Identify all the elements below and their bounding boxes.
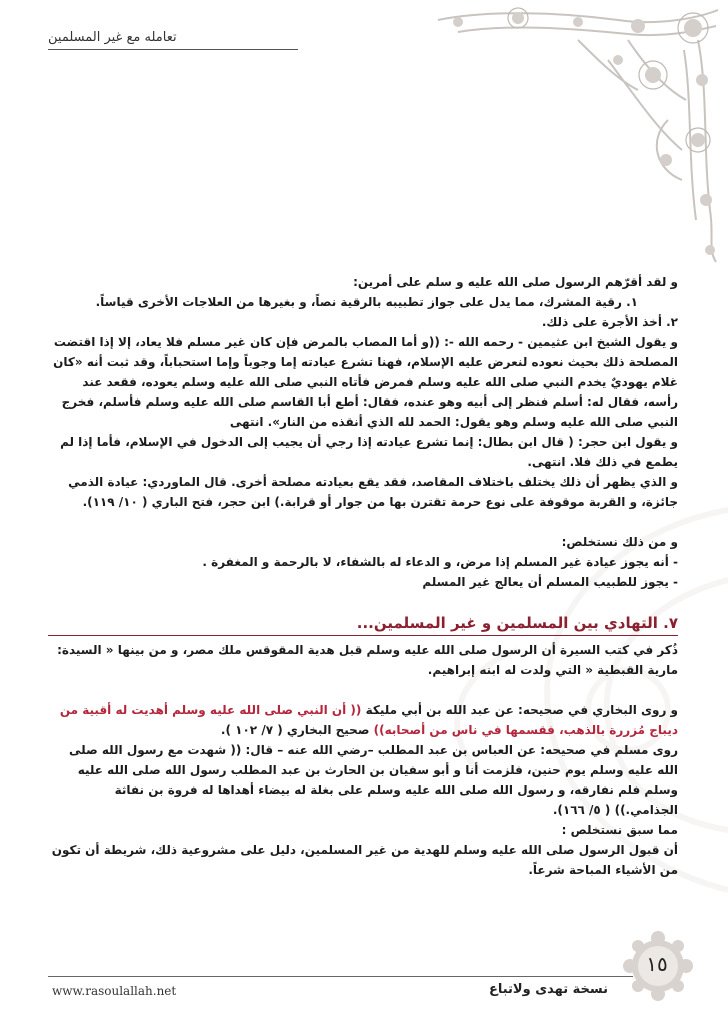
list-item: ٢. أخذ الأجرة على ذلك.: [541, 315, 678, 329]
paragraph: ذُكر في كتب السيرة أن الرسول صلى الله عليه وسلم قبل هدية المقوقس ملك مصر، و من بينها « السيدة: مارية القبطية « التي ولدت له ابنه إبراهيم.: [57, 643, 678, 677]
list-item: - أنه يجوز عيادة غير المسلم إذا مرض، و الدعاء له بالشفاء، لا بالرحمة و المغفرة .: [202, 555, 678, 569]
hadith-source: صحيح البخاري ( ٧/ ١٠٢ ).: [220, 723, 374, 737]
page-number: ١٥: [646, 952, 668, 976]
section-title: ٧. التهادي بين المسلمين و غير المسلمين...: [356, 614, 678, 632]
paragraph: روى مسلم في صحيحه: عن العباس بن عبد المطلب –رضي الله عنه – قال: (( شهدت مع رسول الله صلى الله عليه وسلم يوم حنين، فلزمت أنا و أبو سفيان بن الحارث بن عبد المطلب رسول الله صلى الله عليه وسلم فلم نفارقه، و رسول الله صلى الله عليه وسلم على بغلة له بيضاء أهداها له فروة بن نفاثة الجذامي.)) ( ٥/ ١٦٦).: [69, 743, 678, 817]
running-title: تعامله مع غير المسلمين: [48, 30, 177, 45]
header-rule: [48, 49, 298, 50]
paragraph: و من ذلك نستخلص:: [561, 535, 678, 549]
list-item: ١. رقية المشرك، مما يدل على جواز تطبيبه بالرقية نصاً، و بغيرها من العلاجات الأخرى قياساً.: [95, 295, 638, 309]
section-title-rule: [48, 635, 678, 636]
footer-rule: [48, 976, 633, 977]
paragraph: أن قبول الرسول صلى الله عليه وسلم للهدية من غير المسلمين، دليل على مشروعية ذلك، شريطة أن تكون من الأشياء المباحة شرعاً.: [51, 843, 678, 877]
hadith-intro: و روى البخاري في صحيحه: عن عبد الله بن أبي مليكة: [361, 703, 678, 717]
paragraph: [48, 700, 678, 740]
footer-url: www.rasoulallah.net: [52, 984, 177, 998]
corner-ornament-icon: [398, 0, 728, 265]
list-item: - يجوز للطبيب المسلم أن يعالج غير المسلم: [422, 575, 678, 589]
paragraph: و الذي يظهر أن ذلك يختلف باختلاف المقاصد، فقد يقع بعيادته مصلحة أخرى. قال الماوردي: عيادة الذمي جائزة، و القربة موقوفة على نوع حرمة تقترن بها من جوار أو قرابة.) ابن حجر، فتح الباري ( ١٠/ ١١٩).: [68, 475, 678, 509]
hadith-quote: (( أن النبي صلى الله عليه وسلم أهديت له أقبية من ديباج مُزررة بالذهب، فقسمها في ناس من أصحابه)): [59, 703, 678, 737]
paragraph: و يقول الشيخ ابن عثيمين - رحمه الله -: ((و أما المصاب بالمرض فإن كان غير مسلم فلا يعاد، إلا إذا اقتضت المصلحة ذلك بحيث نعوده لنعرض عليه الإسلام، فهنا تشرع عيادته إما وجوباً وإما استحباباً، وقد ثبت أنه «كان غلام يهوديٌ يخدم النبي صلى الله عليه وسلم فمرض فأتاه النبي صلى الله عليه وسلم يعوده، فقعد عند رأسه، فقال له: أسلم فنظر إلى أبيه وهو عنده، فقال: أطع أبا القاسم صلى الله عليه وسلم فأسلم، فخرج النبي صلى الله عليه وسلم وهو يقول: الحمد لله الذي أنقذه من النار». انتهى: [53, 335, 678, 429]
paragraph: و يقول ابن حجر: ( قال ابن بطال: إنما تشرع عيادته إذا رجي أن يجيب إلى الدخول في الإسلام، فأما إذا لم يطمع في ذلك فلا. انتهى.: [60, 435, 678, 469]
footer-brand: نسخة تهدى ولاتباع: [488, 982, 608, 997]
article-body: [48, 272, 678, 880]
paragraph: و لقد أقرّهم الرسول صلى الله عليه و سلم على أمرين:: [353, 275, 678, 289]
paragraph: مما سبق نستخلص :: [561, 823, 678, 837]
